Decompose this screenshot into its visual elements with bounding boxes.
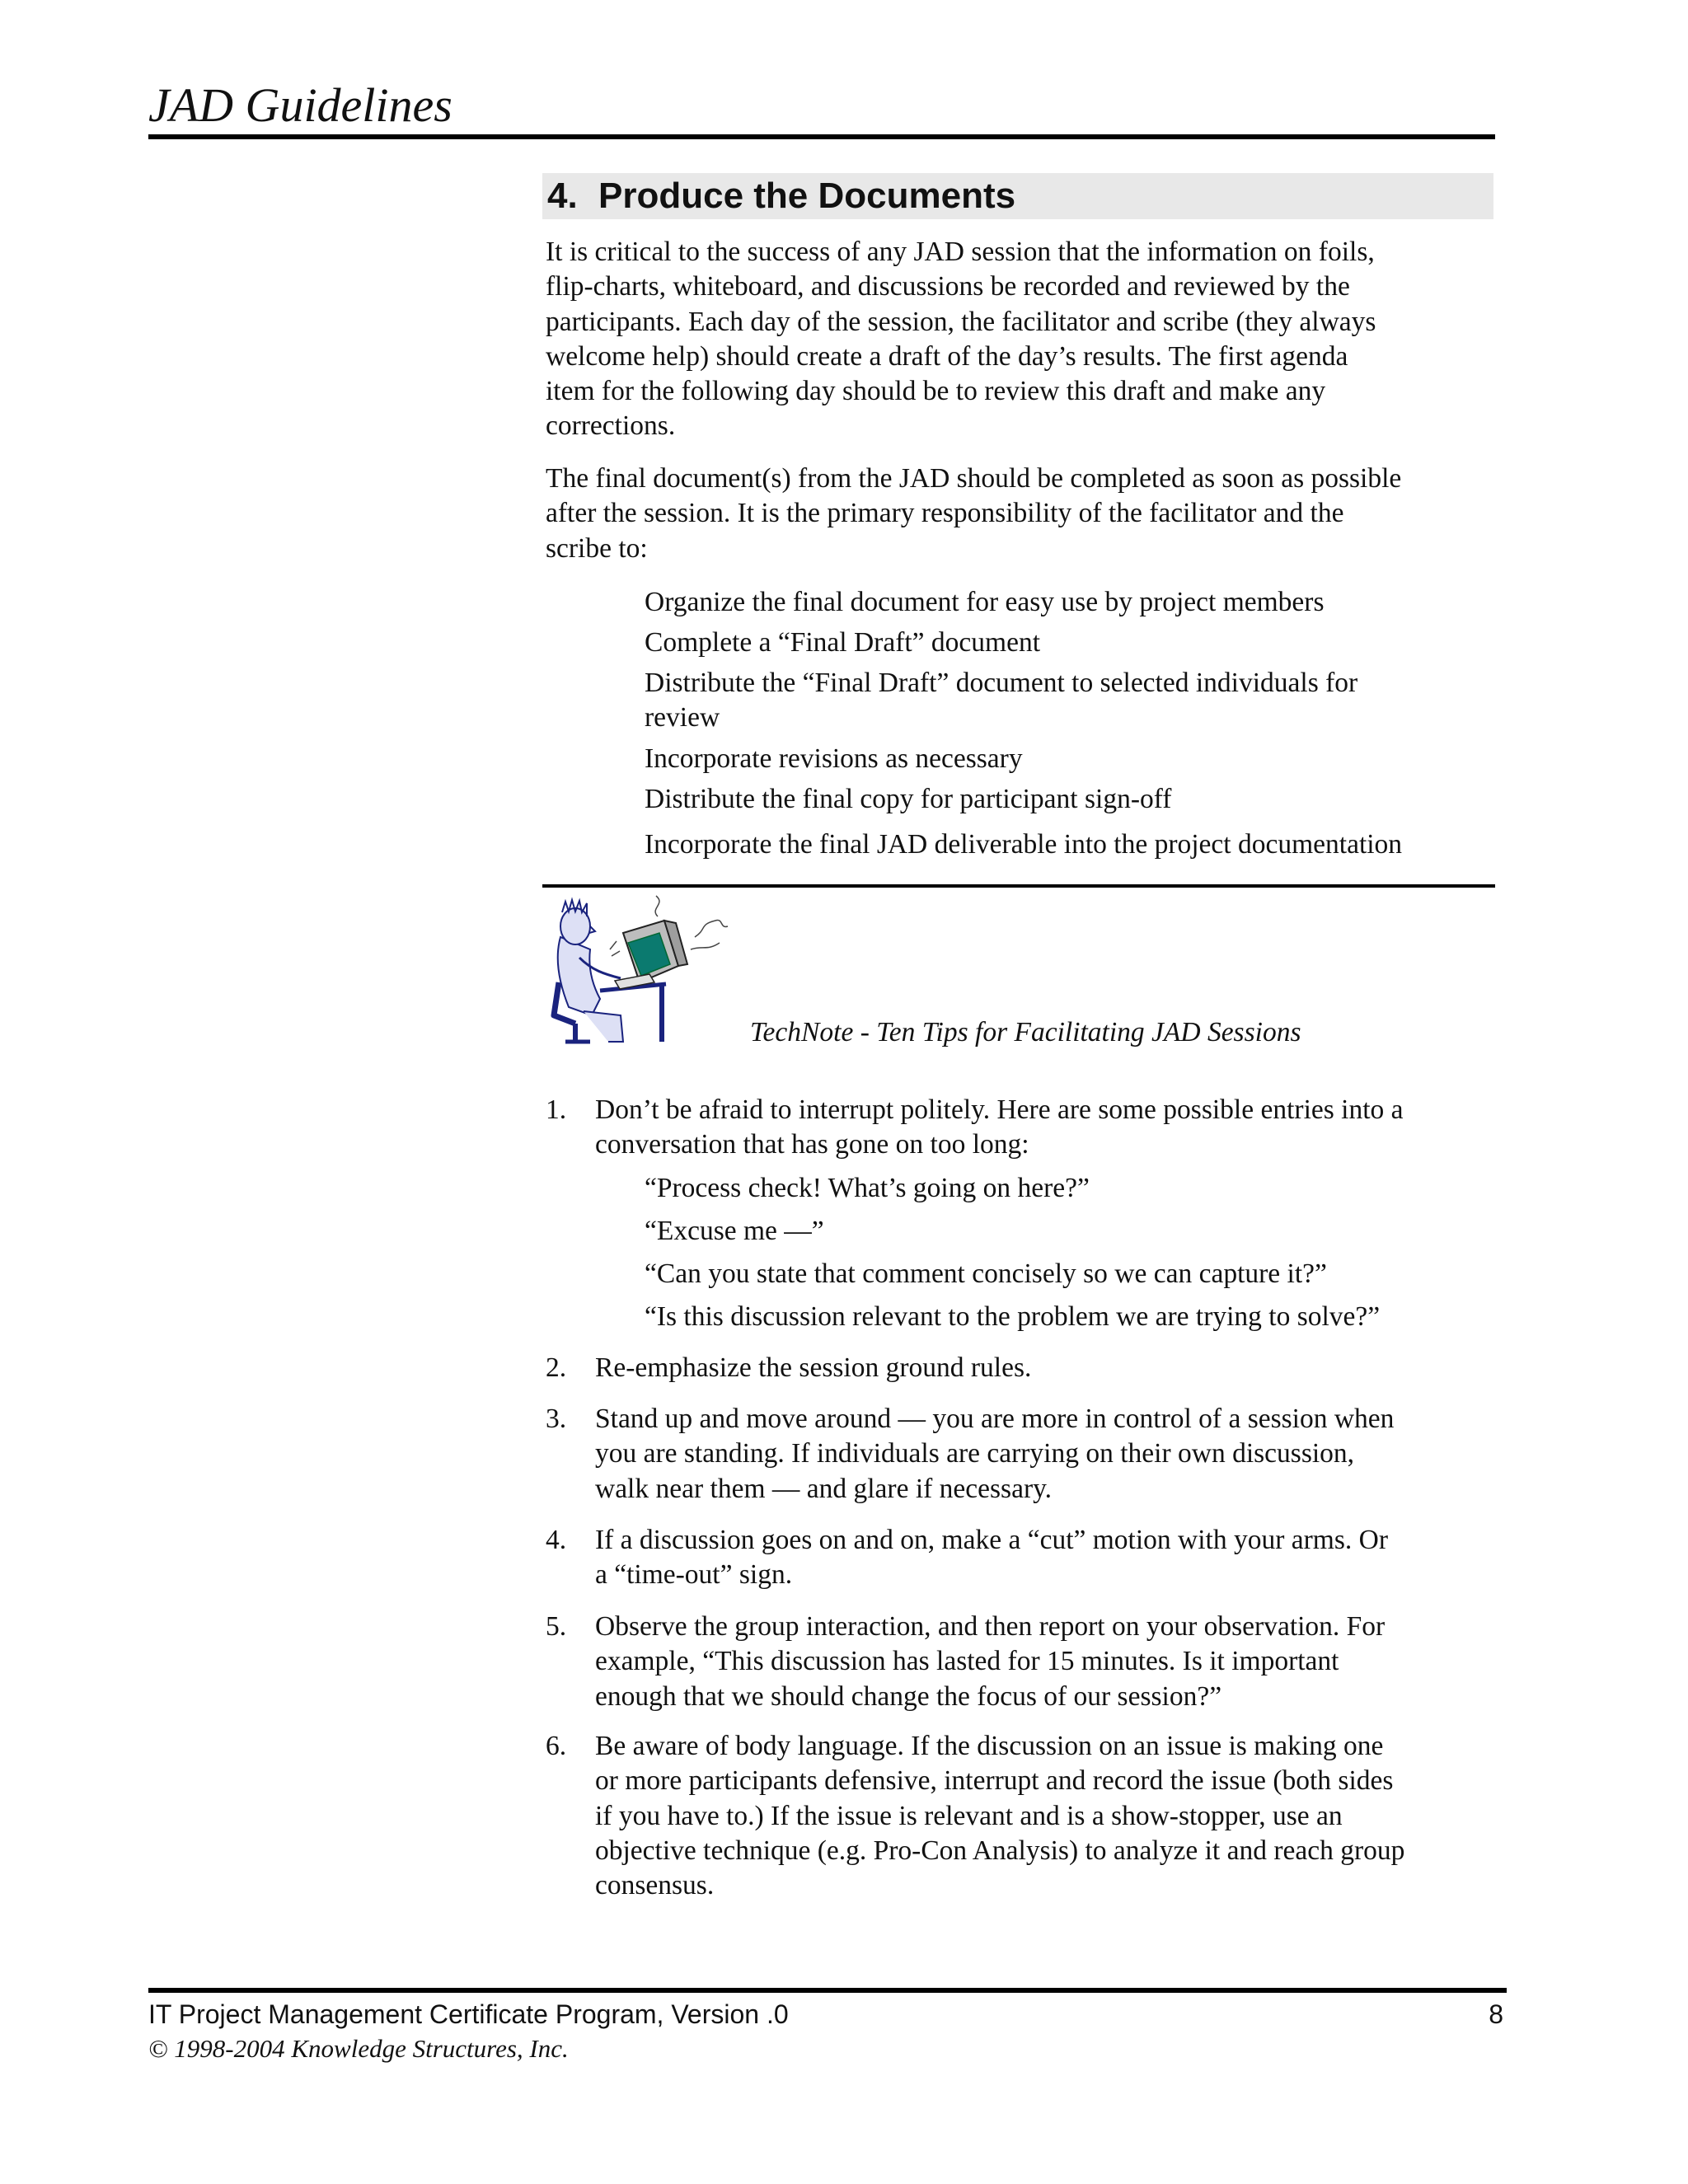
tip-line: Stand up and move around — you are more in control of a session when	[595, 1404, 1395, 1434]
tip-line: or more participants defensive, interrupt and record the issue (both sides	[595, 1765, 1394, 1797]
tip-line: Observe the group interaction, and then report on your observation. For	[595, 1611, 1386, 1642]
list-item-text: Distribute the final copy for participant sign-off	[645, 784, 1172, 814]
list-item	[645, 782, 1502, 817]
list-item	[645, 827, 1502, 862]
tip-number: 4.	[546, 1525, 567, 1555]
page-number: 8	[1489, 1999, 1503, 2029]
list-item-text: Incorporate the final JAD deliverable into the project documentation	[645, 829, 1403, 860]
list-item-text: Incorporate revisions as necessary	[645, 743, 1023, 774]
tip-line: conversation that has gone on too long:	[595, 1129, 1029, 1160]
tip-quote: “Process check! What’s going on here?”	[645, 1173, 1090, 1203]
tip-line: If a discussion goes on and on, make a “cut” motion with your arms. Or	[595, 1525, 1388, 1555]
tip-line: if you have to.) If the issue is relevant and is a show-stopper, use an	[595, 1800, 1343, 1831]
tip-number: 5.	[546, 1611, 567, 1642]
section-heading	[542, 173, 1493, 219]
tip-line: you are standing. If individuals are carrying on their own discussion,	[595, 1438, 1355, 1469]
tip-text	[595, 1523, 1498, 1593]
paragraph-line: It is critical to the success of any JAD session that the information on foils,	[546, 237, 1375, 267]
paragraph-line: flip-charts, whiteboard, and discussions be recorded and reviewed by the	[546, 271, 1350, 302]
section-title: Produce the Documents	[598, 176, 1016, 216]
footer-program: IT Project Management Certificate Program, Version .0	[148, 1999, 789, 2029]
footer-copyright: © 1998-2004 Knowledge Structures, Inc.	[148, 2034, 569, 2063]
page-header-title: JAD Guidelines	[148, 78, 452, 132]
paragraph-2	[546, 462, 1502, 566]
paragraph-line: The final document(s) from the JAD should be completed as soon as possible	[546, 463, 1402, 494]
tip-line: a “time-out” sign.	[595, 1559, 793, 1591]
paragraph-line: corrections.	[546, 410, 676, 442]
tip-text	[595, 1729, 1498, 1903]
list-item-text: review	[645, 702, 720, 733]
paragraph-line: participants. Each day of the session, the facilitator and scribe (they always	[546, 306, 1376, 337]
technote-caption: TechNote - Ten Tips for Facilitating JAD Sessions	[750, 1017, 1301, 1047]
section-number: 4.	[547, 176, 578, 216]
tip-line: enough that we should change the focus of our session?”	[595, 1680, 1222, 1712]
person-at-computer-icon	[542, 892, 748, 1044]
tip-line: Be aware of body language. If the discussion on an issue is making one	[595, 1731, 1384, 1761]
list-item-text: Distribute the “Final Draft” document to selected individuals for	[645, 668, 1358, 698]
tip-number: 2.	[546, 1352, 567, 1383]
list-item-text: Complete a “Final Draft” document	[645, 627, 1041, 658]
paragraph-line: after the session. It is the primary responsibility of the facilitator and the	[546, 498, 1344, 529]
paragraph-line: welcome help) should create a draft of the day’s results. The first agenda	[546, 340, 1348, 372]
list-item-text: Organize the final document for easy use by project members	[645, 587, 1325, 617]
tip-text	[595, 1610, 1498, 1714]
tip-number: 3.	[546, 1404, 567, 1434]
tip-number: 1.	[546, 1094, 567, 1125]
tip-line: consensus.	[595, 1870, 715, 1901]
tip-quote: “Can you state that comment concisely so we can capture it?”	[645, 1258, 1327, 1289]
tip-quote: “Is this discussion relevant to the problem we are trying to solve?”	[645, 1301, 1381, 1332]
tip-line: example, “This discussion has lasted for 15 minutes. Is it important	[595, 1646, 1339, 1677]
tip-text	[595, 1093, 1498, 1163]
paragraph-1	[546, 235, 1502, 444]
tip-line: walk near them — and glare if necessary.	[595, 1473, 1053, 1504]
tip-line: objective technique (e.g. Pro-Con Analysis) to analyze it and reach group	[595, 1835, 1405, 1866]
tip-text	[595, 1402, 1498, 1507]
list-item	[645, 742, 1502, 776]
paragraph-line: item for the following day should be to review this draft and make any	[546, 376, 1326, 407]
paragraph-line: scribe to:	[546, 532, 648, 564]
tip-text	[595, 1351, 1498, 1385]
technote-divider	[542, 884, 1495, 888]
tip-number: 6.	[546, 1731, 567, 1761]
list-item	[645, 626, 1502, 660]
footer-rule	[148, 1988, 1507, 1993]
list-item	[645, 666, 1502, 736]
tip-line: Re-emphasize the session ground rules.	[595, 1352, 1032, 1383]
list-item	[645, 585, 1502, 620]
tip-line: Don’t be afraid to interrupt politely. Here are some possible entries into a	[595, 1094, 1404, 1125]
tip-quote: “Excuse me —”	[645, 1216, 824, 1246]
header-rule	[148, 134, 1495, 139]
